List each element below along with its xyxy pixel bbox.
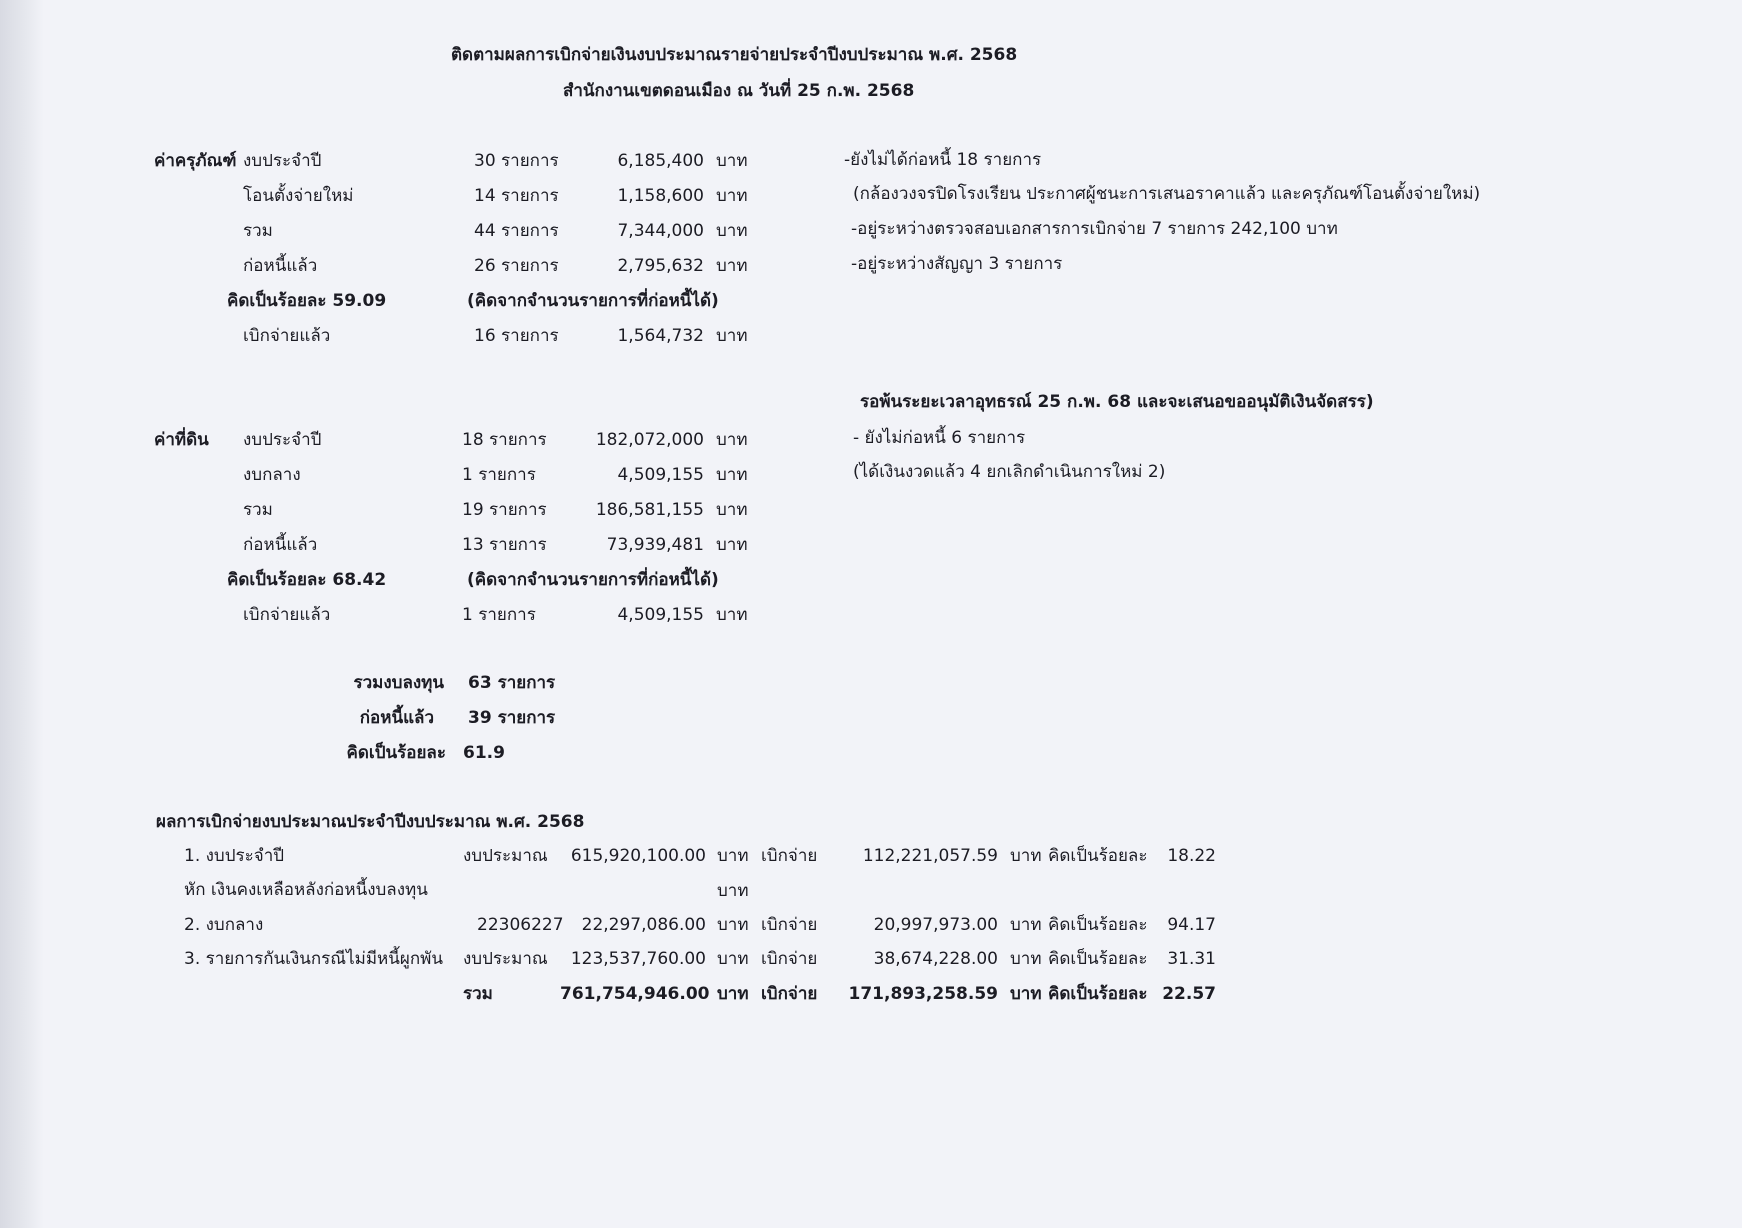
results-pct: 94.17 [1167, 915, 1216, 935]
results-disbursed: 38,674,228.00 [873, 949, 998, 969]
summary-label: ก่อหนี้แล้ว [359, 708, 434, 728]
results-budget-label: งบประมาณ [463, 949, 548, 969]
land-row-amount: 73,939,481 [606, 535, 704, 555]
results-disbursed: 112,221,057.59 [862, 846, 998, 866]
results-disb-label: เบิกจ่าย [761, 915, 818, 935]
summary-label: รวมงบลงทุน [353, 673, 444, 693]
doc-title: ติดตามผลการเบิกจ่ายเงินงบประมาณรายจ่ายประจำปีงบประมาณ พ.ศ. 2568 [451, 45, 1018, 65]
summary-label: คิดเป็นร้อยละ [346, 743, 446, 763]
results-item: 3. รายการกันเงินกรณีไม่มีหนี้ผูกพัน [184, 949, 443, 969]
land-disbursed-amount: 4,509,155 [617, 605, 704, 625]
summary-value: 63 รายการ [468, 673, 556, 693]
eq-note: (กล้องวงจรปิดโรงเรียน ประกาศผู้ชนะการเสนอราคาแล้ว และครุภัณฑ์โอนตั้งจ่ายใหม่) [853, 184, 1481, 204]
results-unit2: บาท [1010, 949, 1042, 969]
results-title: ผลการเบิกจ่ายงบประมาณประจำปีงบประมาณ พ.ศ. 2568 [156, 812, 585, 832]
eq-percent-note: (คิดจากจำนวนรายการที่ก่อหนี้ได้) [467, 291, 719, 311]
eq-row-label: ก่อหนี้แล้ว [243, 256, 318, 276]
land-disbursed-label: เบิกจ่ายแล้ว [243, 605, 331, 625]
land-row-count: 18 รายการ [462, 430, 547, 450]
results-total-pct-label: คิดเป็นร้อยละ [1048, 984, 1148, 1004]
results-total-label: รวม [463, 984, 493, 1004]
results-budget: 22,297,086.00 [581, 915, 706, 935]
land-row-label: ก่อหนี้แล้ว [243, 535, 318, 555]
eq-disbursed-unit: บาท [716, 326, 748, 346]
results-total-disb-label: เบิกจ่าย [761, 984, 818, 1004]
results-unit: บาท [717, 846, 749, 866]
scan-edge [0, 0, 44, 1228]
results-pct: 18.22 [1167, 846, 1216, 866]
land-row-unit: บาท [716, 535, 748, 555]
eq-note: -อยู่ระหว่างสัญญา 3 รายการ [851, 254, 1063, 274]
land-row-label: งบกลาง [243, 465, 301, 485]
results-unit: บาท [717, 881, 749, 901]
eq-row-count: 44 รายการ [474, 221, 559, 241]
results-budget-label: งบประมาณ [463, 846, 548, 866]
results-disbursed: 20,997,973.00 [873, 915, 998, 935]
results-budget-label: 22306227 [477, 915, 564, 935]
results-budget: 123,537,760.00 [570, 949, 706, 969]
eq-row-label: โอนตั้งจ่ายใหม่ [243, 186, 354, 206]
land-note: (ได้เงินงวดแล้ว 4 ยกเลิกดำเนินการใหม่ 2) [853, 462, 1166, 482]
results-pct-label: คิดเป็นร้อยละ [1048, 949, 1148, 969]
land-row-unit: บาท [716, 500, 748, 520]
eq-row-unit: บาท [716, 151, 748, 171]
results-pct-label: คิดเป็นร้อยละ [1048, 846, 1148, 866]
results-item: หัก เงินคงเหลือหลังก่อหนี้งบลงทุน [184, 880, 428, 900]
land-disbursed-unit: บาท [716, 605, 748, 625]
land-row-amount: 4,509,155 [617, 465, 704, 485]
land-percent: คิดเป็นร้อยละ 68.42 [227, 570, 387, 590]
results-disb-label: เบิกจ่าย [761, 949, 818, 969]
results-budget: 615,920,100.00 [570, 846, 706, 866]
land-title: ค่าที่ดิน [154, 430, 209, 450]
land-row-count: 1 รายการ [462, 465, 536, 485]
doc-subtitle: สำนักงานเขตดอนเมือง ณ วันที่ 25 ก.พ. 2568 [563, 81, 915, 101]
eq-row-amount: 2,795,632 [617, 256, 704, 276]
eq-note: -อยู่ระหว่างตรวจสอบเอกสารการเบิกจ่าย 7 รายการ 242,100 บาท [851, 219, 1338, 239]
eq-row-label: งบประจำปี [243, 151, 322, 171]
eq-row-amount: 1,158,600 [617, 186, 704, 206]
summary-value: 39 รายการ [468, 708, 556, 728]
land-disbursed-count: 1 รายการ [462, 605, 536, 625]
equipment-title: ค่าครุภัณฑ์ [154, 151, 237, 171]
results-item: 2. งบกลาง [184, 915, 264, 935]
eq-row-unit: บาท [716, 186, 748, 206]
eq-disbursed-count: 16 รายการ [474, 326, 559, 346]
eq-row-count: 26 รายการ [474, 256, 559, 276]
eq-disbursed-label: เบิกจ่ายแล้ว [243, 326, 331, 346]
land-row-label: งบประจำปี [243, 430, 322, 450]
eq-row-unit: บาท [716, 256, 748, 276]
land-row-label: รวม [243, 500, 273, 520]
eq-row-count: 30 รายการ [474, 151, 559, 171]
results-total-pct: 22.57 [1162, 984, 1216, 1004]
land-heading-note: รอพ้นระยะเวลาอุทธรณ์ 25 ก.พ. 68 และจะเสนอขออนุมัติเงินจัดสรร) [860, 392, 1374, 412]
summary-value: 61.9 [463, 743, 505, 763]
eq-row-amount: 7,344,000 [617, 221, 704, 241]
results-pct-label: คิดเป็นร้อยละ [1048, 915, 1148, 935]
land-row-unit: บาท [716, 465, 748, 485]
land-row-amount: 182,072,000 [595, 430, 704, 450]
land-row-unit: บาท [716, 430, 748, 450]
results-unit: บาท [717, 949, 749, 969]
results-disb-label: เบิกจ่าย [761, 846, 818, 866]
land-note: - ยังไม่ก่อหนี้ 6 รายการ [853, 428, 1026, 448]
results-unit: บาท [717, 915, 749, 935]
results-unit2: บาท [1010, 915, 1042, 935]
results-pct: 31.31 [1167, 949, 1216, 969]
eq-note: -ยังไม่ได้ก่อหนี้ 18 รายการ [844, 150, 1042, 170]
results-item: 1. งบประจำปี [184, 846, 285, 866]
results-total-unit: บาท [717, 984, 749, 1004]
eq-percent: คิดเป็นร้อยละ 59.09 [227, 291, 387, 311]
results-total-disbursed: 171,893,258.59 [848, 984, 998, 1004]
eq-row-amount: 6,185,400 [617, 151, 704, 171]
results-unit2: บาท [1010, 846, 1042, 866]
land-row-amount: 186,581,155 [595, 500, 704, 520]
eq-row-label: รวม [243, 221, 273, 241]
eq-disbursed-amount: 1,564,732 [617, 326, 704, 346]
results-total-unit2: บาท [1010, 984, 1042, 1004]
land-percent-note: (คิดจากจำนวนรายการที่ก่อหนี้ได้) [467, 570, 719, 590]
results-total-budget: 761,754,946.00 [560, 984, 710, 1004]
eq-row-count: 14 รายการ [474, 186, 559, 206]
eq-row-unit: บาท [716, 221, 748, 241]
land-row-count: 13 รายการ [462, 535, 547, 555]
land-row-count: 19 รายการ [462, 500, 547, 520]
